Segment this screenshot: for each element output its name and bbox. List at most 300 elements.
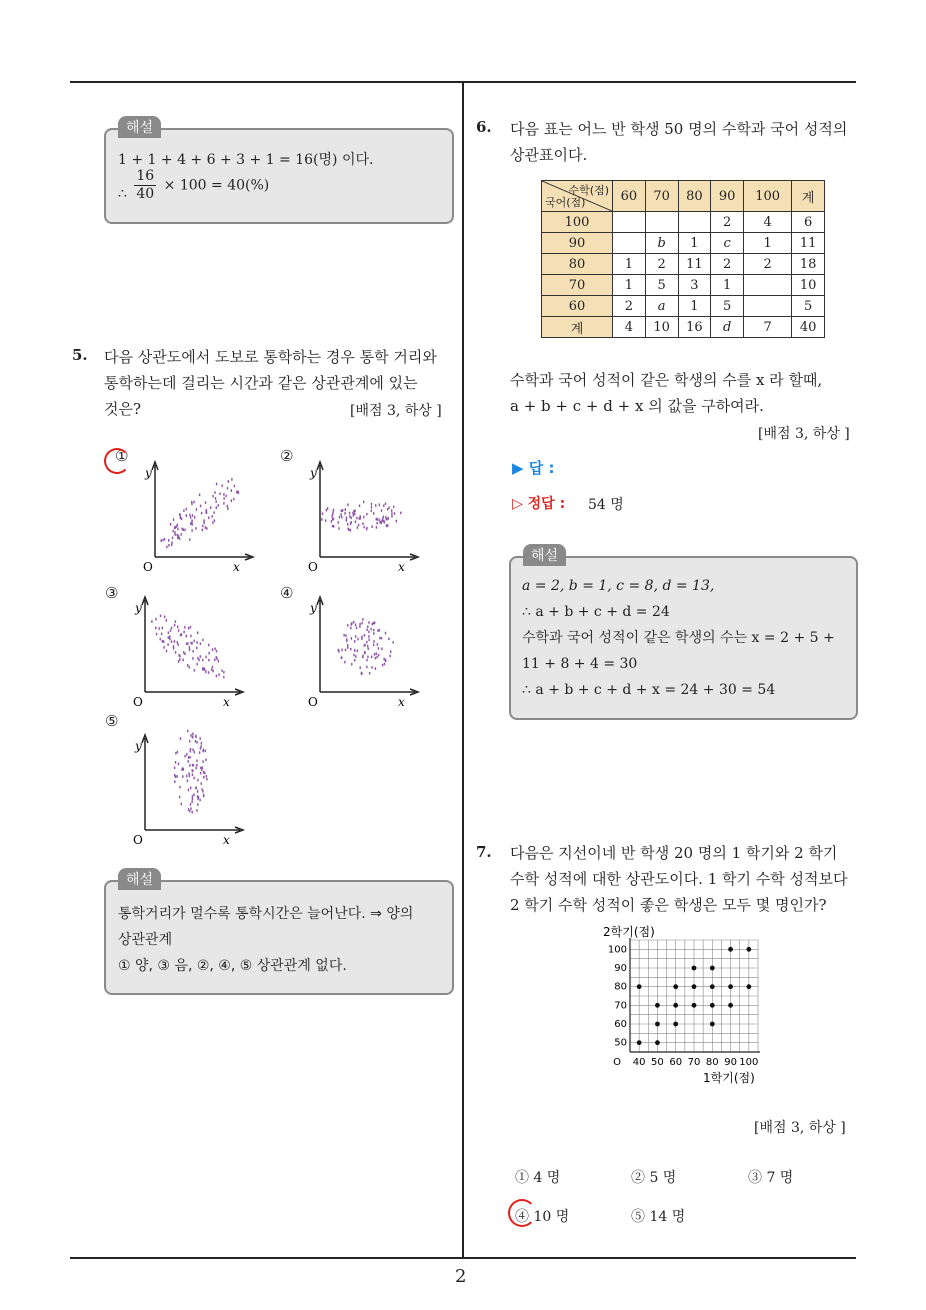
q6-solution-line2: ∴ a + b + c + d = 24 (522, 604, 670, 620)
q7-line2: 수학 성적에 대한 상관도이다. 1 학기 수학 성적보다 (510, 870, 848, 888)
scatter-point (655, 1003, 660, 1008)
scatter-dot (368, 647, 369, 650)
scatter-dot (215, 497, 216, 500)
scatter-dot (361, 673, 362, 676)
scatter-dot (206, 509, 207, 512)
scatter-dot (187, 730, 188, 733)
scatter-dot (396, 520, 397, 523)
scatter-dot (198, 659, 199, 662)
scatter-dot (354, 659, 355, 662)
scatter-dot (189, 756, 190, 759)
scatter-dot (174, 767, 175, 770)
scatter-point (728, 1003, 733, 1008)
scatter-dot (371, 656, 372, 659)
table-cell: 40 (792, 317, 825, 338)
scatter-dot (347, 644, 348, 647)
scatter-dot (203, 795, 204, 798)
scatter-dot (183, 651, 184, 654)
scatter-dot (354, 510, 355, 513)
table-row (542, 275, 825, 296)
scatter-dot (355, 655, 356, 658)
scatter-dot (378, 647, 379, 650)
scatter-dot (214, 659, 215, 662)
x-tick-label: 90 (724, 1057, 737, 1068)
row-header: 60 (542, 296, 613, 317)
scatter-dot (358, 524, 359, 527)
scatter-dot (181, 633, 182, 636)
fraction-suffix: × 100 = 40(%) (163, 177, 270, 194)
y-tick-label: 90 (614, 963, 627, 974)
scatter-dot (192, 733, 193, 736)
scatter-dot (346, 519, 347, 522)
scatter-dot (192, 798, 193, 801)
scatter-dot (377, 643, 378, 646)
table-row (542, 254, 825, 275)
scatter-dot (367, 645, 368, 648)
scatter-dot (362, 522, 363, 525)
option-number: ① (115, 447, 129, 465)
x-axis-label: x (398, 560, 405, 574)
scatter-dot (357, 526, 358, 529)
q6-solution-tag: 해설 (523, 544, 566, 566)
table-cell: 10 (792, 275, 825, 296)
scatter-dot (199, 494, 200, 497)
scatter-dot (212, 648, 213, 651)
q5-solution-line2: 상관관계 (118, 932, 173, 948)
table-cell (645, 212, 678, 233)
scatter-dot (200, 643, 201, 646)
scatter-dot (349, 512, 350, 515)
scatter-dot (355, 520, 356, 523)
scatter-dot (177, 534, 178, 537)
scatter-dot (189, 775, 190, 778)
scatter-dot (160, 638, 161, 641)
scatter-dot (374, 653, 375, 656)
row-header: 90 (542, 233, 613, 254)
bottom-rule (70, 1257, 856, 1259)
scatter-dot (195, 736, 196, 739)
table-cell: 2 (711, 212, 744, 233)
table-cell (613, 212, 646, 233)
option-number: ③ (105, 584, 119, 602)
column-divider (462, 83, 464, 1258)
x-tick-label: 60 (669, 1057, 683, 1068)
scatter-dot (210, 506, 211, 509)
correlation-table (541, 180, 825, 338)
scatter-dot (216, 675, 217, 678)
scatter-dot (194, 516, 195, 519)
scatter-dot (347, 624, 348, 627)
scatter-dot (202, 767, 203, 770)
scatter-dot (331, 520, 332, 523)
scatter-dot (221, 669, 222, 672)
scatter-dot (338, 521, 339, 524)
scatter-dot (373, 512, 374, 515)
scatter-dot (379, 637, 380, 640)
scatter-dot (190, 635, 191, 638)
origin-label: O (613, 1057, 621, 1068)
scatter-dot (208, 644, 209, 647)
scatter-dot (378, 654, 379, 657)
origin-label: O (133, 695, 143, 709)
scatter-dot (197, 779, 198, 782)
scatter-point (692, 984, 697, 989)
scatter-dot (366, 666, 367, 669)
x-axis-title: 1학기(점) (703, 1071, 755, 1085)
x-tick-label: 40 (632, 1057, 646, 1068)
scatter-dot (223, 671, 224, 674)
scatter-dot (178, 535, 179, 538)
q6-number: 6. (476, 118, 492, 136)
scatter-dot (363, 526, 364, 529)
scatter-dot (216, 656, 217, 659)
y-tick-label: 100 (607, 944, 627, 956)
scatter-dot (204, 522, 205, 525)
table-cell: 5 (711, 296, 744, 317)
scatter-dot (341, 510, 342, 513)
scatter-dot (211, 668, 212, 671)
scatter-dot (174, 640, 175, 643)
fraction-numerator: 16 (136, 168, 155, 184)
scatter-dot (356, 627, 357, 630)
scatter-dot (327, 507, 328, 510)
scatter-dot (192, 748, 193, 751)
scatter-dot (202, 790, 203, 793)
scatter-dot (385, 516, 386, 519)
scatter-dot (202, 667, 203, 670)
scatter-dot (236, 491, 237, 494)
option-number: ⑤ (105, 712, 119, 730)
scatter-dot (188, 772, 189, 775)
scatter-dot (383, 504, 384, 507)
x-axis-label: x (398, 695, 405, 709)
scatter-dot (189, 514, 190, 517)
scatter-point (746, 984, 751, 989)
scatter-dot (212, 515, 213, 518)
q6-score: [배점 3, 하상 ] (758, 426, 850, 442)
col-header: 70 (645, 181, 678, 212)
scatter-dot (332, 525, 333, 528)
scatter-dot (151, 620, 152, 623)
scatter-point (710, 1003, 715, 1008)
scatter-dot (184, 755, 185, 758)
scatter-dot (192, 811, 193, 814)
scatter-dot (373, 640, 374, 643)
scatter-dot (168, 539, 169, 542)
table-cell: 1 (678, 296, 711, 317)
scatter-dot (161, 539, 162, 542)
scatter-dot (379, 519, 380, 522)
scatter-dot (181, 533, 182, 536)
scatter-dot (350, 627, 351, 630)
scatter-dot (371, 510, 372, 513)
scatter-dot (353, 621, 354, 624)
option-number: ④ (280, 584, 294, 602)
scatter-dot (186, 635, 187, 638)
scatter-dot (350, 648, 351, 651)
scatter-dot (216, 483, 217, 486)
page-number: 2 (455, 1266, 467, 1287)
scatter-dot (192, 770, 193, 773)
x-tick-label: 70 (687, 1057, 701, 1068)
scatter-point (710, 1022, 715, 1027)
table-cell: b (645, 233, 678, 254)
scatter-dot (380, 521, 381, 524)
scatter-dot (208, 671, 209, 674)
table-cell: 5 (792, 296, 825, 317)
scatter-dot (333, 518, 334, 521)
scatter-dot (208, 652, 209, 655)
scatter-point (637, 984, 642, 989)
scatter-dot (354, 513, 355, 516)
scatter-dot (385, 659, 386, 662)
scatter-dot (168, 544, 169, 547)
scatter-dot (391, 509, 392, 512)
scatter-dot (175, 651, 176, 654)
scatter-dot (356, 517, 357, 520)
scatter-dot (369, 672, 370, 675)
scatter-dot (228, 480, 229, 483)
y-tick-label: 50 (614, 1037, 627, 1049)
scatter-dot (339, 516, 340, 519)
scatter-dot (188, 808, 189, 811)
scatter-dot (372, 623, 373, 626)
therefore-symbol: ∴ (118, 185, 127, 202)
scatter-point (655, 1040, 660, 1045)
q5-line1: 다음 상관도에서 도보로 통학하는 경우 통학 거리와 (104, 348, 437, 366)
scatter-dot (191, 801, 192, 804)
option-number: ② (280, 447, 294, 465)
scatter-dot (199, 799, 200, 802)
scatter-dot (205, 671, 206, 674)
scatter-point (673, 984, 678, 989)
table-row (542, 317, 825, 338)
scatter-dot (364, 644, 365, 647)
y-axis-title: 2학기(점) (603, 925, 655, 939)
table-cell: 1 (613, 254, 646, 275)
scatter-dot (206, 778, 207, 781)
scatter-dot (192, 650, 193, 653)
scatter-dot (227, 507, 228, 510)
scatter-dot (191, 521, 192, 524)
scatter-dot (166, 650, 167, 653)
x-axis-label: x (223, 695, 230, 709)
scatter-dot (182, 659, 183, 662)
scatter-dot (163, 640, 164, 643)
prev-solution-line2 (118, 168, 269, 203)
scatter-dot (354, 640, 355, 643)
scatter-dot (371, 506, 372, 509)
scatter-dot (351, 623, 352, 626)
scatter-dot (219, 493, 220, 496)
scatter-dot (171, 627, 172, 630)
y-axis-label: y (135, 601, 142, 615)
q7-selected-mark (508, 1199, 536, 1227)
scatter-dot (333, 509, 334, 512)
scatter-dot (189, 646, 190, 649)
scatter-dot (188, 760, 189, 763)
scatter-dot (197, 803, 198, 806)
scatter-dot (377, 522, 378, 525)
scatter-dot (340, 513, 341, 516)
scatter-dot (191, 529, 192, 532)
scatter-dot (368, 621, 369, 624)
scatter-dot (373, 632, 374, 635)
scatter-point (746, 947, 751, 952)
scatter-dot (196, 647, 197, 650)
q7-choice-3[interactable]: ③ 7 명 (748, 1170, 794, 1186)
scatter-dot (174, 780, 175, 783)
q5-solution-line3: ① 양, ③ 음, ②, ④, ⑤ 상관관계 없다. (118, 958, 347, 974)
scatter-dot (362, 618, 363, 621)
scatter-dot (190, 807, 191, 810)
q7-choice-4[interactable]: ④ 10 명 (515, 1209, 570, 1225)
scatter-dot (197, 790, 198, 793)
scatter-dot (202, 750, 203, 753)
table-cell (744, 296, 792, 317)
x-tick-label: 50 (651, 1057, 664, 1068)
scatter-dot (177, 528, 178, 531)
scatter-dot (382, 518, 383, 521)
scatter-dot (205, 501, 206, 504)
scatter-dot (189, 649, 190, 652)
table-cell: 10 (645, 317, 678, 338)
q7-choice-1[interactable]: ① 4 명 (515, 1170, 561, 1186)
scatter-dot (196, 508, 197, 511)
scatter-dot (373, 622, 374, 625)
scatter-dot (326, 509, 327, 512)
scatter-dot (227, 505, 228, 508)
scatter-dot (186, 514, 187, 517)
scatter-dot (192, 773, 193, 776)
scatter-dot (192, 735, 193, 738)
scatter-dot (192, 657, 193, 660)
scatter-dot (216, 650, 217, 653)
scatter-dot (206, 775, 207, 778)
scatter-dot (234, 485, 235, 488)
scatter-dot (386, 524, 387, 527)
scatter-dot (197, 663, 198, 666)
scatter-point (710, 984, 715, 989)
scatter-dot (192, 795, 193, 798)
scatter-dot (155, 627, 156, 630)
scatter-dot (341, 516, 342, 519)
scatter-dot (376, 652, 377, 655)
scatter-dot (202, 639, 203, 642)
q7-number: 7. (476, 843, 492, 861)
scatter-dot (363, 501, 364, 504)
scatter-dot (333, 525, 334, 528)
scatter-dot (186, 508, 187, 511)
table-cell: 3 (678, 275, 711, 296)
table-cell: 7 (744, 317, 792, 338)
scatter-dot (190, 516, 191, 519)
scatter-dot (190, 522, 191, 525)
scatter-dot (225, 495, 226, 498)
scatter-dot (192, 514, 193, 517)
scatter-dot (175, 761, 176, 764)
origin-label: O (133, 833, 143, 847)
scatter-dot (196, 641, 197, 644)
table-cell: 11 (792, 233, 825, 254)
scatter-dot (383, 658, 384, 661)
scatter-dot (350, 529, 351, 532)
q6-solution-line1: a = 2, b = 1, c = 8, d = 13, (522, 578, 715, 594)
scatter-dot (189, 810, 190, 813)
scatter-dot (212, 495, 213, 498)
scatter-dot (162, 539, 163, 542)
scatter-dot (359, 625, 360, 628)
table-cell: 2 (744, 254, 792, 275)
scatter-dot (194, 751, 195, 754)
scatter-dot (214, 648, 215, 651)
scatter-dot (172, 537, 173, 540)
corner-bottom-label: 국어(점) (545, 196, 586, 209)
scatter-dot (193, 640, 194, 643)
scatter-dot (205, 750, 206, 753)
scatter-dot (366, 659, 367, 662)
scatter-dot (177, 751, 178, 754)
q5-line3: 것은? (104, 400, 142, 418)
scatter-dot (181, 803, 182, 806)
scatter-dot (364, 634, 365, 637)
y-axis-label: y (310, 466, 317, 480)
scatter-dot (366, 513, 367, 516)
table-cell: d (711, 317, 744, 338)
scatter-dot (166, 546, 167, 549)
scatter-dot (197, 798, 198, 801)
scatter-dot (350, 523, 351, 526)
q6-line1: 다음 표는 어느 반 학생 50 명의 수학과 국어 성적의 (510, 120, 848, 138)
scatter-dot (159, 627, 160, 630)
scatter-dot (167, 643, 168, 646)
table-cell: 6 (792, 212, 825, 233)
col-header: 계 (792, 181, 825, 212)
scatter-dot (376, 656, 377, 659)
scatter-dot (195, 787, 196, 790)
table-cell: 2 (645, 254, 678, 275)
scatter-dot (349, 515, 350, 518)
scatter-dot (379, 629, 380, 632)
scatter-dot (195, 767, 196, 770)
scatter-dot (381, 637, 382, 640)
scatter-dot (343, 634, 344, 637)
scatter-dot (179, 513, 180, 516)
table-corner (542, 181, 613, 212)
scatter-dot (201, 782, 202, 785)
scatter-dot (371, 525, 372, 528)
scatter-point (692, 966, 697, 971)
q7-choice-5[interactable]: ⑤ 14 명 (631, 1209, 686, 1225)
table-cell: 1 (744, 233, 792, 254)
table-cell: a (645, 296, 678, 317)
scatter-dot (201, 742, 202, 745)
table-cell: 2 (711, 254, 744, 275)
scatter-dot (347, 504, 348, 507)
scatter-dot (362, 656, 363, 659)
scatter-point (673, 1022, 678, 1027)
q6-solution-line5: ∴ a + b + c + d + x = 24 + 30 = 54 (522, 682, 776, 698)
scatter-dot (193, 501, 194, 504)
scatter-dot (360, 515, 361, 518)
scatter-dot (195, 740, 196, 743)
q7-choice-2[interactable]: ② 5 명 (631, 1170, 677, 1186)
scatter-dot (348, 528, 349, 531)
scatter-dot (368, 631, 369, 634)
scatter-dot (368, 635, 369, 638)
scatter-dot (184, 652, 185, 655)
scatter-dot (391, 512, 392, 515)
